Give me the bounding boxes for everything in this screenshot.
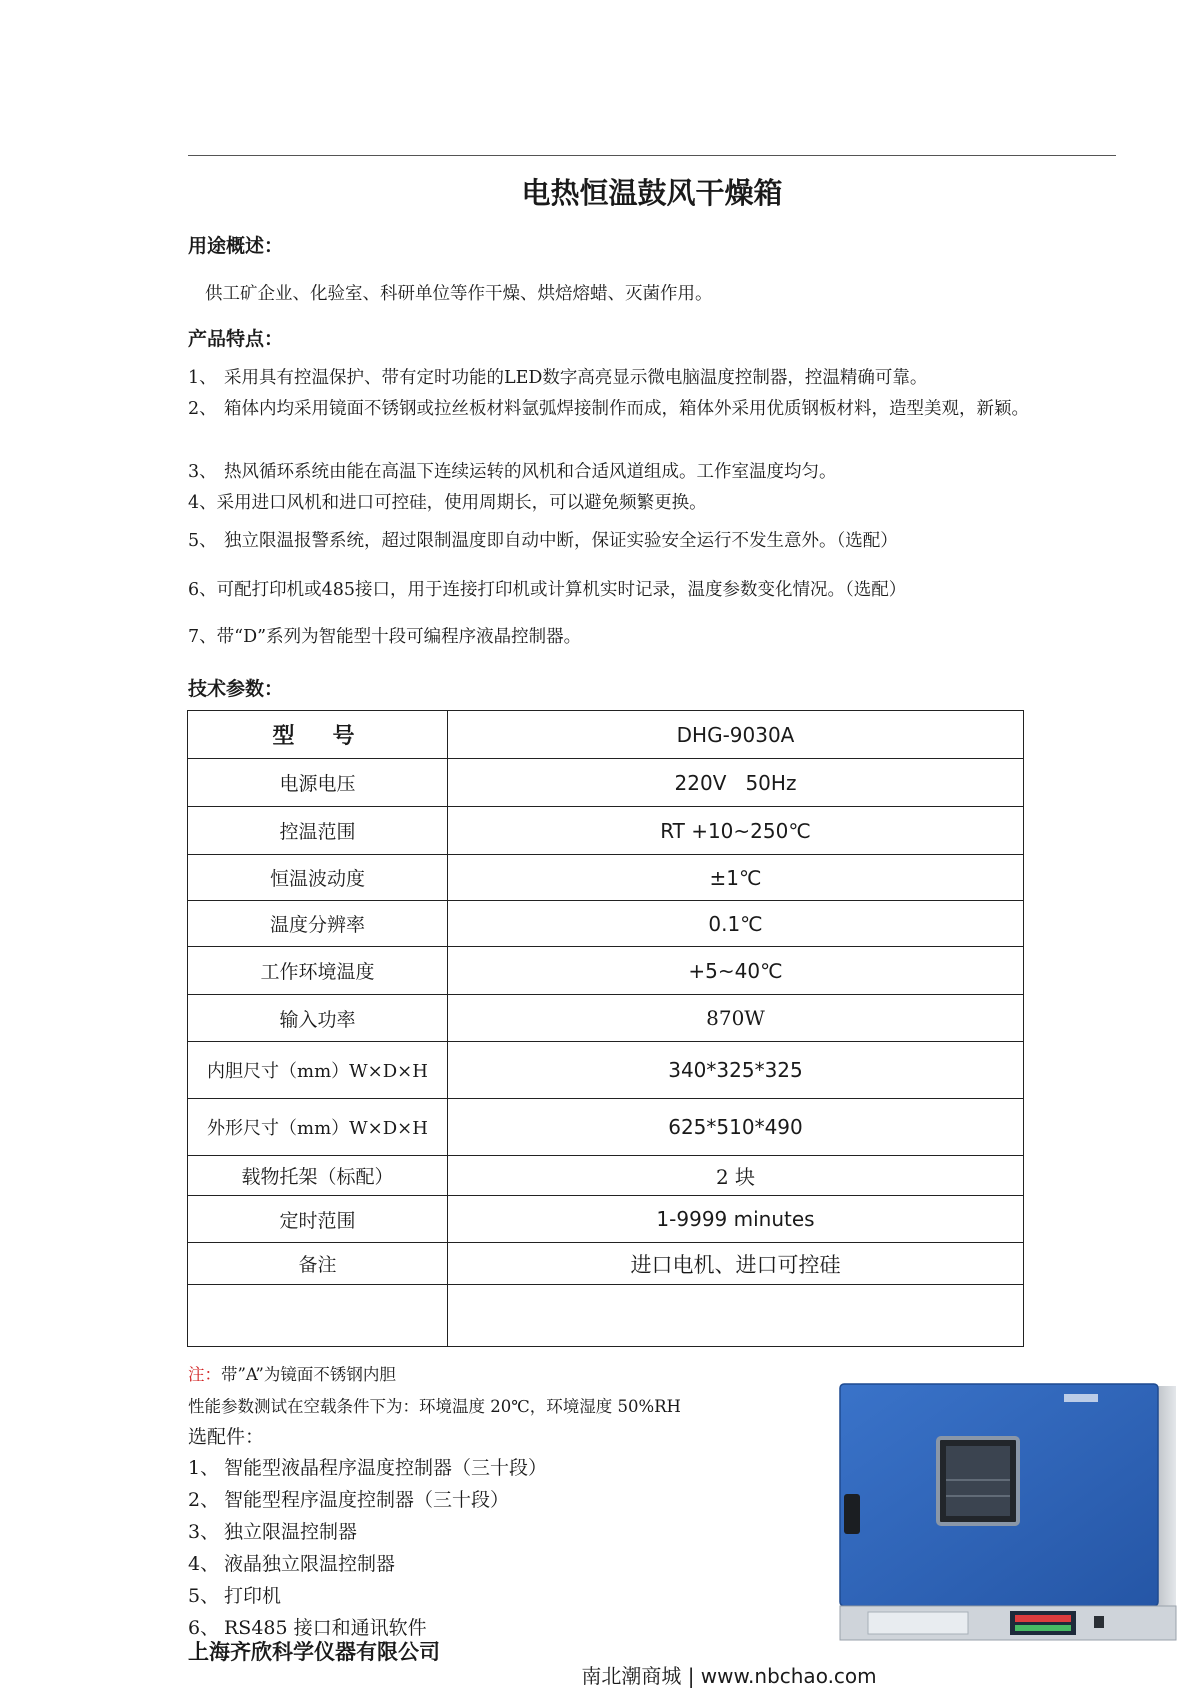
- option-num: 1、: [188, 1457, 220, 1479]
- feature-item-7: [188, 622, 1118, 653]
- spec-label: 型 号: [188, 711, 448, 759]
- feature-num: 1、: [188, 368, 217, 388]
- spec-value: 进口电机、进口可控硅: [448, 1243, 1024, 1285]
- spec-label: 内胆尺寸（mm）W×D×H: [188, 1042, 448, 1099]
- power-switch: [1094, 1616, 1104, 1628]
- spec-label: 恒温波动度: [188, 855, 448, 901]
- feature-text: 采用具有控温保护、带有定时功能的LED数字高亮显示微电脑温度控制器，控温精确可靠。: [224, 368, 928, 388]
- table-row: [188, 807, 1024, 855]
- brand-plate: [1064, 1394, 1098, 1402]
- spec-label: 外形尺寸（mm）W×D×H: [188, 1099, 448, 1156]
- option-text: 打印机: [224, 1585, 282, 1607]
- feature-text: 带“D”系列为智能型十段可编程序液晶控制器。: [216, 627, 582, 647]
- spec-label: 控温范围: [188, 807, 448, 855]
- table-row: [188, 1042, 1024, 1099]
- spec-label: 载物托架（标配）: [188, 1156, 448, 1196]
- usage-text: 供工矿企业、化验室、科研单位等作干燥、烘焙熔蜡、灭菌作用。: [205, 284, 713, 304]
- option-text: 独立限温控制器: [224, 1521, 358, 1543]
- drying-oven-image: [832, 1380, 1182, 1645]
- option-text: 智能型程序温度控制器（三十段）: [224, 1489, 510, 1511]
- spec-value: RT +10~250℃: [448, 807, 1024, 855]
- table-row: [188, 947, 1024, 995]
- feature-item-1: [188, 363, 1118, 394]
- feature-num: 6、: [188, 580, 217, 600]
- header-rule: [188, 155, 1116, 156]
- table-row: [188, 1285, 1024, 1347]
- spec-value: ±1℃: [448, 855, 1024, 901]
- usage-heading: 用途概述：: [188, 235, 284, 257]
- table-row: [188, 1196, 1024, 1243]
- feature-item-6: [188, 575, 1118, 606]
- spec-label: 工作环境温度: [188, 947, 448, 995]
- option-text: 智能型液晶程序温度控制器（三十段）: [224, 1457, 548, 1479]
- option-text: RS485 接口和通讯软件: [224, 1617, 427, 1639]
- spec-value: 625*510*490: [448, 1099, 1024, 1156]
- table-row: [188, 759, 1024, 807]
- spec-label: 输入功率: [188, 995, 448, 1042]
- window-glass: [946, 1446, 1010, 1516]
- feature-text: 独立限温报警系统，超过限制温度即自动中断，保证实验安全运行不发生意外。（选配）: [224, 531, 898, 551]
- spec-value: 2 块: [448, 1156, 1024, 1196]
- feature-num: 4、: [188, 493, 217, 513]
- feature-item-2: [188, 394, 1118, 425]
- feature-item-4: [188, 488, 1118, 519]
- spec-value: 0.1℃: [448, 901, 1024, 947]
- note-1: [188, 1361, 396, 1385]
- spec-heading: 技术参数：: [188, 678, 284, 700]
- option-num: 3、: [188, 1521, 220, 1543]
- option-num: 5、: [188, 1585, 220, 1607]
- spec-label: 定时范围: [188, 1196, 448, 1243]
- spec-value: 340*325*325: [448, 1042, 1024, 1099]
- feature-text: 可配打印机或485接口，用于连接打印机或计算机实时记录，温度参数变化情况。（选配）: [216, 580, 907, 600]
- options-heading: 选配件：: [188, 1426, 265, 1448]
- table-row: [188, 711, 1024, 759]
- feature-text: 采用进口风机和进口可控硅，使用周期长，可以避免频繁更换。: [216, 493, 707, 513]
- feature-text: 箱体内均采用镜面不锈钢或拉丝板材料氩弧焊接制作而成，箱体外采用优质钢板材料，造型美观，新颖。: [224, 399, 1029, 419]
- company-name: 上海齐欣科学仪器有限公司: [188, 1639, 440, 1664]
- page-title: 电热恒温鼓风干燥箱: [521, 176, 783, 210]
- option-text: 液晶独立限温控制器: [224, 1553, 396, 1575]
- feature-num: 5、: [188, 531, 217, 551]
- spec-value: +5~40℃: [448, 947, 1024, 995]
- feature-item-3: [188, 457, 1118, 488]
- temperature-display: [1010, 1611, 1076, 1635]
- option-num: 6、: [188, 1617, 220, 1639]
- note-2: 性能参数测试在空载条件下为：环境温度 20℃，环境湿度 50%RH: [188, 1397, 681, 1416]
- spec-value: DHG-9030A: [448, 711, 1024, 759]
- table-row: [188, 855, 1024, 901]
- option-num: 4、: [188, 1553, 220, 1575]
- spec-label: [188, 1285, 448, 1347]
- spec-label: 温度分辨率: [188, 901, 448, 947]
- feature-num: 3、: [188, 462, 217, 482]
- door-handle: [844, 1494, 860, 1534]
- table-row: [188, 1243, 1024, 1285]
- feature-num: 7、: [188, 627, 217, 647]
- feature-num: 2、: [188, 399, 217, 419]
- spec-label: 电源电压: [188, 759, 448, 807]
- footer-watermark: 南北潮商城 | www.nbchao.com: [581, 1664, 877, 1688]
- table-row: [188, 901, 1024, 947]
- feature-text: 热风循环系统由能在高温下连续运转的风机和合适风道组成。工作室温度均匀。: [224, 462, 837, 482]
- spec-value: [448, 1285, 1024, 1347]
- note-prefix: 注：: [188, 1365, 221, 1384]
- note-text: 带”A”为镜面不锈钢内胆: [221, 1365, 396, 1384]
- table-row: [188, 1099, 1024, 1156]
- table-row: [188, 995, 1024, 1042]
- option-num: 2、: [188, 1489, 220, 1511]
- table-row: [188, 1156, 1024, 1196]
- feature-item-5: [188, 526, 1118, 557]
- spec-value: 220V 50Hz: [448, 759, 1024, 807]
- features-heading: 产品特点：: [188, 328, 284, 350]
- spec-value: 1-9999 minutes: [448, 1196, 1024, 1243]
- spec-value: 870W: [448, 995, 1024, 1042]
- spec-table: [187, 710, 1024, 1347]
- spec-label: 备注: [188, 1243, 448, 1285]
